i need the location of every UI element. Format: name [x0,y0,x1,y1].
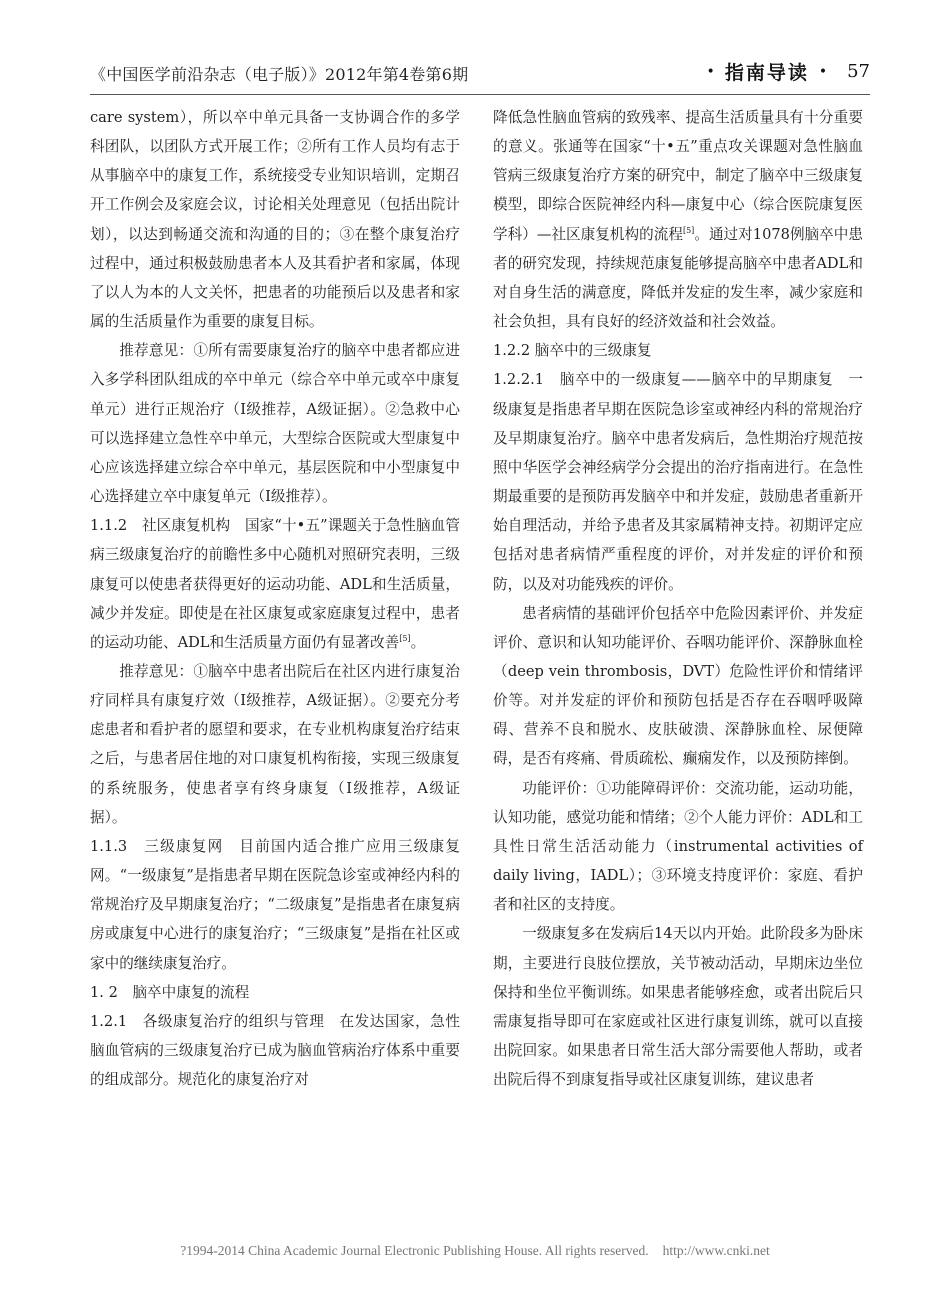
header-rule [90,94,870,95]
paragraph: 1.1.3 三级康复网 目前国内适合推广应用三级康复网。“一级康复”是指患者早期在医院急诊室或神经内科的常规治疗及早期康复治疗；“二级康复”是指患者在康复病房或康复中心进行的康复治疗；“三级康复”是指在社区或家中的继续康复治疗。 [90,837,460,972]
citation: [5] [399,633,411,643]
left-column [90,103,460,1094]
copyright-text: ?1994-2014 China Academic Journal Electronic Publishing House. All rights reserved. [180,1243,649,1258]
paragraph: 推荐意见：①所有需要康复治疗的脑卒中患者都应进入多学科团队组成的卒中单元（综合卒中单元或卒中康复单元）进行正规治疗（Ⅰ级推荐，A级证据）。②急救中心可以选择建立急性卒中单元，大型综合医院或大型康复中心应该选择建立综合卒中单元，基层医院和中小型康复中心选择建立卒中康复单元（Ⅰ级推荐）。 [90,342,460,506]
bullet-left: • [706,63,715,80]
right-column [493,103,863,1094]
journal-title: 《中国医学前沿杂志（电子版）》2012年第4卷第6期 [90,65,469,84]
section-heading: 1. 2 脑卒中康复的流程 [90,983,250,1001]
paragraph: 1.2.1 各级康复治疗的组织与管理 在发达国家，急性脑血管病的三级康复治疗已成为脑血管病治疗体系中重要的组成部分。规范化的康复治疗对 [90,1012,460,1089]
paragraph: 功能评价：①功能障碍评价：交流功能，运动功能，认知功能，感觉功能和情绪；②个人能力评价：ADL和工具性日常生活活动能力（instrumental activities of daily living，IADL）；③环境支持度评价：家庭、看护者和社区的支持度。 [493,779,863,914]
page-footer [0,1243,950,1259]
citation: [5] [682,225,695,235]
paragraph: 一级康复多在发病后14天以内开始。此阶段多为卧床期，主要进行良肢位摆放，关节被动活动，早期床边坐位保持和坐位平衡训练。如果患者能够痊愈，或者出院后只需康复指导即可在家庭或社区进行康复训练，就可以直接出院回家。如果患者日常生活大部分需要他人帮助，或者出院后得不到康复指导或社区康复训练，建议患者 [493,925,863,1089]
paragraph: 推荐意见：①脑卒中患者出院后在社区内进行康复治疗同样具有康复疗效（Ⅰ级推荐，A级证据）。②要充分考虑患者和看护者的愿望和要求，在专业机构康复治疗结束之后，与患者居住地的对口康复机构衔接，实现三级康复的系统服务，使患者享有终身康复（Ⅰ级推荐，A级证据）。 [90,662,460,826]
paragraph: 患者病情的基础评价包括卒中危险因素评价、并发症评价、意识和认知功能评价、吞咽功能评价、深静脉血栓（deep vein thrombosis，DVT）危险性评价和情绪评价等。对并发症的评价和预防包括是否存在吞咽呼吸障碍、营养不良和脱水、皮肤破溃、深静脉血栓、尿便障碍，是否有疼痛、骨质疏松、癫痫发作，以及预防摔倒。 [493,604,863,768]
paragraph: 1.1.2 社区康复机构 国家“十•五”课题关于急性脑血管病三级康复治疗的前瞻性多中心随机对照研究表明，三级康复可以使患者获得更好的运动功能、ADL和生活质量，减少并发症。即使是在社区康复或家庭康复过程中，患者的运动功能、ADL和生活质量方面仍有显著改善[5]。 [90,517,460,651]
page-number: 57 [847,61,870,82]
paragraph: 降低急性脑血管病的致残率、提高生活质量具有十分重要的意义。张通等在国家“十•五”重点攻关课题对急性脑血管病三级康复治疗方案的研究中，制定了脑卒中三级康复模型，即综合医院神经内科—康复中心（综合医院康复医学科）—社区康复机构的流程[5]。通过对1078例脑卒中患者的研究发现，持续规范康复能够提高脑卒中患者ADL和对自身生活的满意度，降低并发症的发生率，减少家庭和社会负担，具有良好的经济效益和社会效益。 [493,109,863,331]
section-tag: 指南导读 [724,62,809,84]
section-heading: 1.2.2 脑卒中的三级康复 [493,342,652,360]
bullet-right: • [818,63,828,80]
paragraph: care system），所以卒中单元具备一支协调合作的多学科团队，以团队方式开展工作；②所有工作人员均有志于从事脑卒中的康复工作，系统接受专业知识培训，定期召开工作例会及家庭会议，讨论相关处理意见（包括出院计划），以达到畅通交流和沟通的目的；③在整个康复治疗过程中，通过积极鼓励患者本人及其看护者和家属，体现了以人为本的人文关怀，把患者的功能预后以及患者和家属的生活质量作为重要的康复目标。 [90,109,460,331]
header-right [707,58,870,85]
page-header [90,58,870,92]
paragraph: 1.2.2.1 脑卒中的一级康复——脑卒中的早期康复 一级康复是指患者早期在医院急诊室或神经内科的常规治疗及早期康复治疗。脑卒中患者发病后，急性期治疗规范按照中华医学会神经病学分会提出的治疗指南进行。在急性期最重要的是预防再发脑卒中和并发症，鼓励患者重新开始自理活动，并给予患者及其家属精神支持。初期评定应包括对患者病情严重程度的评价，对并发症的评价和预防，以及对功能残疾的评价。 [493,371,863,593]
footer-url[interactable]: http://www.cnki.net [662,1243,770,1258]
